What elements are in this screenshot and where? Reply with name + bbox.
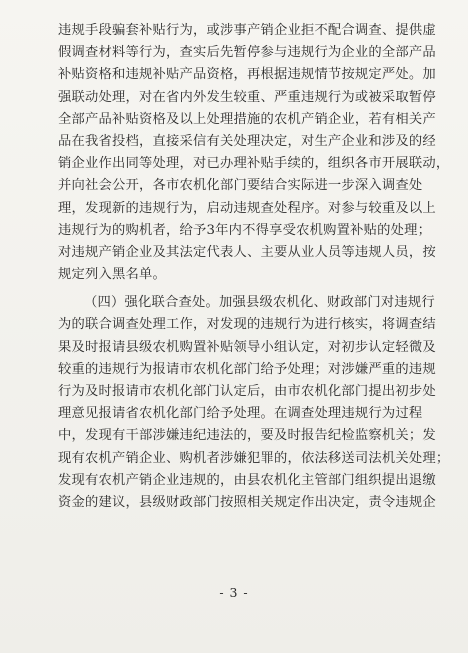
text-line: 行为及时报请市农机化部门认定后，由市农机化部门提出初步处 bbox=[58, 384, 436, 399]
text-line: 假调查材料等行为，查实后先暂停参与违规行为企业的全部产品 bbox=[58, 45, 436, 61]
text-line: 发现有农机产销企业违规的，由县农机化主管部门组织提出退缴 bbox=[58, 472, 436, 488]
text-line: 资金的建议，县级财政部门按照相关规定作出决定，责令违规企 bbox=[58, 494, 436, 510]
page-number: - 3 - bbox=[219, 585, 249, 600]
text-line: 全部产品补贴资格及以上处理措施的农机产销企业，若有相关产 bbox=[58, 111, 436, 127]
text-line: 为的联合调查处理工作，对发现的违规行为进行核实，将调查结 bbox=[58, 317, 436, 333]
text-line: 较重的违规行为报请市农机化部门给予处理；对涉嫌严重的违规 bbox=[58, 361, 436, 377]
text-line: 中，发现有干部涉嫌违纪违法的，要及时报告纪检监察机关；发 bbox=[58, 428, 436, 444]
text-line: 违规手段骗套补贴行为，或涉事产销企业拒不配合调查、提供虚 bbox=[58, 23, 436, 38]
text-line: 品在我省投档，直接采信有关处理决定，对生产企业和涉及的经 bbox=[58, 133, 436, 149]
paragraph-joint-investigation bbox=[0, 292, 468, 514]
text-line: 销企业作出同等处理，对已办理补贴手续的，组织各市开展联动， bbox=[58, 156, 450, 172]
text-line: 现有农机产销企业、购机者涉嫌犯罪的，依法移送司法机关处理； bbox=[58, 450, 450, 466]
text-line: 理意见报请省农机化部门给予处理。在调查处理违规行为过程 bbox=[58, 406, 423, 422]
text-line: 果及时报请县级农机购置补贴领导小组认定，对初步认定轻微及 bbox=[58, 339, 436, 355]
section-heading-line: （四）强化联合查处。加强县级农机化、财政部门对违规行 bbox=[84, 295, 435, 311]
paragraph-continuation bbox=[0, 20, 468, 286]
text-line: 违规行为的购机者，给予3年内不得享受农机购置补贴的处理； bbox=[58, 222, 432, 238]
text-line: 对违规产销企业及其法定代表人、主要从业人员等违规人员，按 bbox=[58, 244, 436, 260]
text-line: 并向社会公开，各市农机化部门要结合实际进一步深入调查处 bbox=[58, 178, 423, 194]
text-line: 补贴资格和违规补贴产品资格，再根据违规情节按规定严处。加 bbox=[58, 67, 436, 83]
text-line: 强联动处理，对在省内外发生较重、严重违规行为或被采取暂停 bbox=[58, 89, 436, 105]
text-line: 规定列入黑名单。 bbox=[58, 267, 166, 283]
text-line: 理，发现新的违规行为，启动违规查处程序。对参与较重及以上 bbox=[58, 200, 436, 216]
